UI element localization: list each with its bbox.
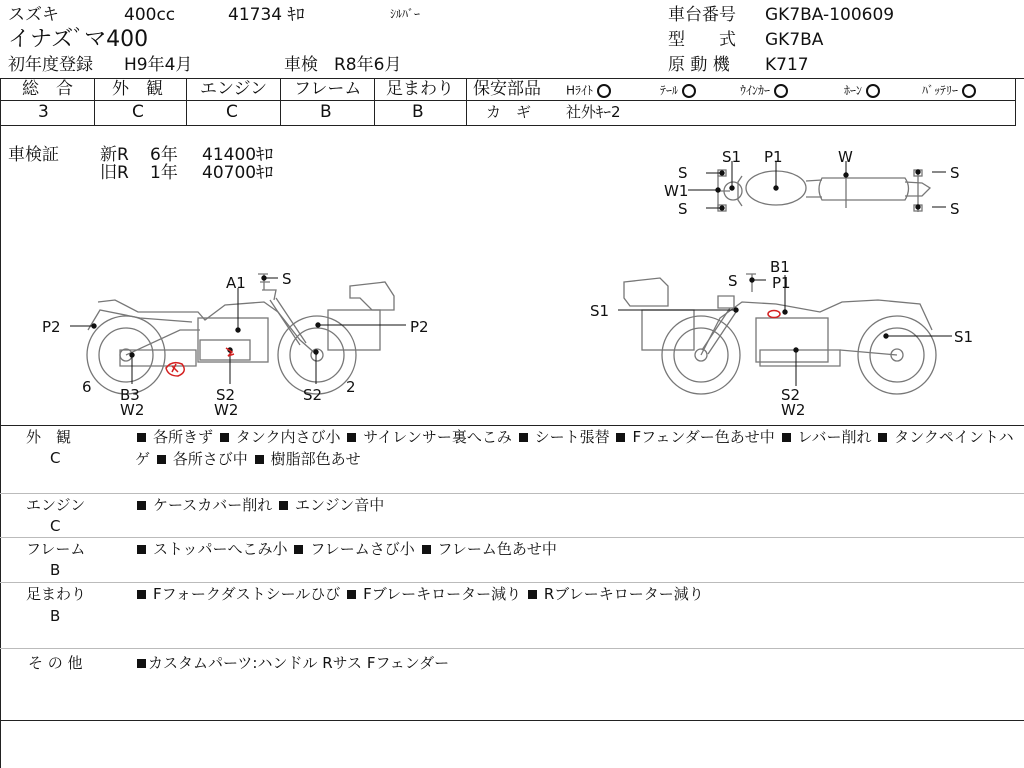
mileage: 41734 ｷﾛ <box>228 5 305 25</box>
engine-value: K717 <box>765 55 809 75</box>
motorcycle-top-view <box>718 170 930 212</box>
mark-label: S <box>678 200 688 218</box>
mark-label: W2 <box>781 401 806 419</box>
mark-label: P2 <box>410 318 429 336</box>
mark-label: P2 <box>42 318 61 336</box>
mark-label: S <box>950 200 960 218</box>
ok-circle-icon <box>962 84 976 98</box>
note-items: 各所きず タンク内さび小 サイレンサー裏へこみ シート張替 Fフェンダー色あせ中 レバー削れ タンクペイントハゲ 各所さび中 樹脂部色あせ <box>135 428 1014 468</box>
note-grade: B <box>50 561 61 579</box>
ok-circle-icon <box>682 84 696 98</box>
note-label: 足まわり <box>26 585 87 603</box>
note-items: ケースカバー削れ エンジン音中 <box>135 494 1015 516</box>
note-label: フレーム <box>26 540 86 558</box>
grade-frame-value: B <box>320 102 332 122</box>
mark-label: S1 <box>590 302 610 320</box>
color: ｼﾙﾊﾞｰ <box>390 7 421 21</box>
model-value: GK7BA <box>765 30 824 50</box>
damage-mark-red <box>768 311 780 318</box>
grade-exterior-value: C <box>132 102 144 122</box>
mark-label: W2 <box>120 401 145 419</box>
ok-circle-icon <box>597 84 611 98</box>
grade-engine-value: C <box>226 102 238 122</box>
frame-no-value: GK7BA-100609 <box>765 5 895 25</box>
displacement: 400cc <box>124 5 176 25</box>
mark-label: S1 <box>722 148 742 166</box>
mark-label: W2 <box>214 401 239 419</box>
damage-mark-red <box>166 363 184 376</box>
note-grade: B <box>50 607 61 625</box>
mark-label: S <box>678 164 688 182</box>
part-winker: ｳｲﾝｶｰ <box>740 84 788 98</box>
mark-label: P1 <box>772 274 791 292</box>
mark-label: S1 <box>954 328 974 346</box>
mark-label: S <box>728 272 738 290</box>
mark-label: P1 <box>764 148 783 166</box>
part-taillight: ﾃｰﾙ <box>660 84 696 98</box>
model-name: イナズﾞマ400 <box>8 27 149 52</box>
note-label: 外 観 <box>26 428 72 446</box>
note-grade: C <box>50 517 61 535</box>
certificate-new-year: 6年 <box>150 145 178 165</box>
motorcycle-right-view <box>624 274 936 394</box>
key-value: 社外ｷｰ2 <box>566 103 621 121</box>
engine-label: 原 動 機 <box>668 55 730 75</box>
grade-exterior-label: 外 観 <box>112 79 163 99</box>
ok-circle-icon <box>774 84 788 98</box>
mark-label: A1 <box>226 274 246 292</box>
certificate-old-label: 旧R <box>100 163 129 183</box>
note-label: そ の 他 <box>28 654 83 672</box>
mark-label: B3 <box>120 386 140 404</box>
mark-label: S <box>950 164 960 182</box>
key-label: カ ギ <box>486 103 532 121</box>
note-items: ストッパーへこみ小 フレームさび小 フレーム色あせ中 <box>135 538 1015 560</box>
inspection-value: R8年6月 <box>334 55 402 75</box>
grade-suspension-value: B <box>412 102 424 122</box>
mark-label: 2 <box>346 378 356 396</box>
inspection-label: 車検 <box>284 55 318 75</box>
motorcycle-diagram <box>0 126 1024 426</box>
mark-label: W1 <box>664 182 689 200</box>
ok-circle-icon <box>866 84 880 98</box>
mark-label: S2 <box>781 386 801 404</box>
mark-label: S2 <box>303 386 323 404</box>
mark-label: B1 <box>770 258 790 276</box>
maker: スズキ <box>8 5 59 25</box>
first-reg-label: 初年度登録 <box>8 55 93 75</box>
certificate-new-label: 新R <box>100 145 129 165</box>
mark-label: 6 <box>82 378 92 396</box>
first-reg-value: H9年4月 <box>124 55 193 75</box>
part-headlight: Hﾗｲﾄ <box>566 84 611 98</box>
grade-frame-label: フレーム <box>294 79 362 99</box>
part-battery: ﾊﾞｯﾃﾘｰ <box>922 84 976 98</box>
note-items: カスタムパーツ:ハンドル Rサス Fフェンダー <box>135 652 1015 674</box>
certificate-old-km: 40700ｷﾛ <box>202 163 274 183</box>
model-label: 型 式 <box>668 30 736 50</box>
grade-overall-label: 総 合 <box>22 79 73 99</box>
grade-suspension-label: 足まわり <box>386 79 454 99</box>
note-grade: C <box>50 449 61 467</box>
mark-label: W <box>838 148 853 166</box>
certificate-old-year: 1年 <box>150 163 178 183</box>
mark-label: S <box>282 270 292 288</box>
certificate-label: 車検証 <box>8 145 59 165</box>
note-label: エンジン <box>26 496 86 514</box>
motorcycle-left-view <box>87 274 394 394</box>
frame-no-label: 車台番号 <box>668 5 736 25</box>
mark-label: S2 <box>216 386 236 404</box>
grade-overall-value: 3 <box>38 102 49 122</box>
note-items: Fフォークダストシールひび Fブレーキローター減り Rブレーキローター減り <box>135 583 1015 605</box>
parts-title: 保安部品 <box>473 79 541 99</box>
part-horn: ﾎｰﾝ <box>844 84 880 98</box>
grade-engine-label: エンジン <box>200 79 268 99</box>
certificate-new-km: 41400ｷﾛ <box>202 145 274 165</box>
